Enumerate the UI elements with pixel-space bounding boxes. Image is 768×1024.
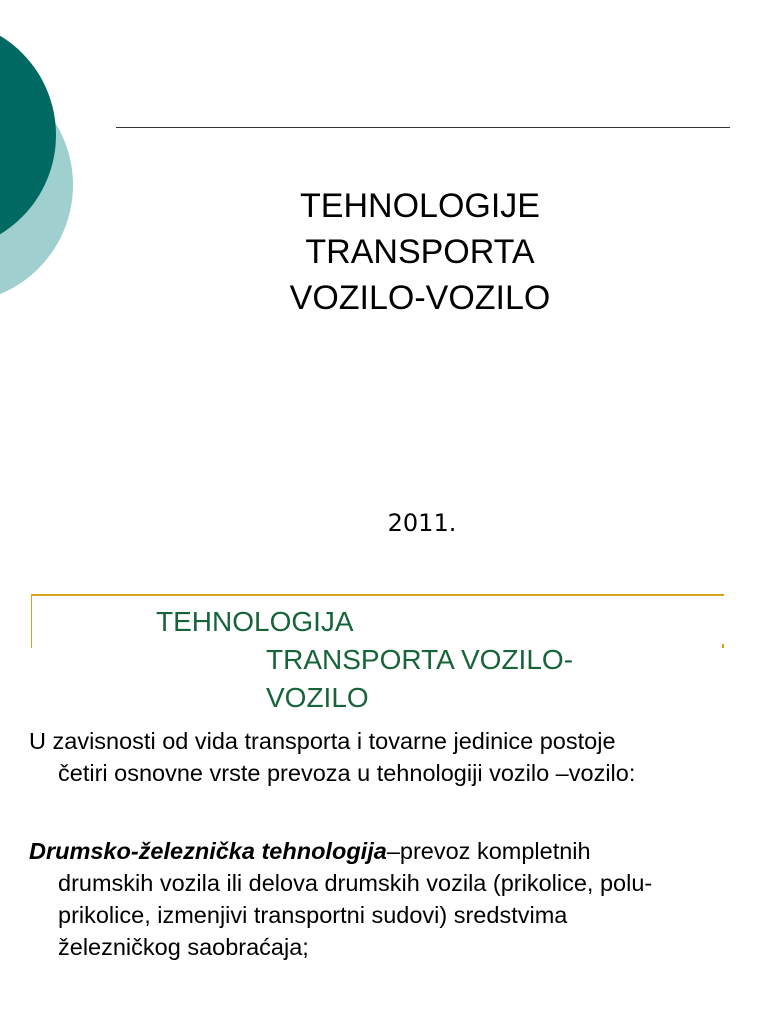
definition-line-1 (29, 835, 739, 867)
intro-line-1: U zavisnosti od vida transporta i tovarne jedinice postoje (29, 728, 616, 754)
definition-line-4: železničkog saobraćaja; (58, 934, 309, 960)
title-line-3: VOZILO-VOZILO (289, 279, 551, 317)
definition-first-line-rest: –prevoz kompletnih (386, 838, 591, 864)
decorative-circles (0, 0, 90, 320)
intro-line-2: četiri osnovne vrste prevoza u tehnologiji vozilo –vozilo: (58, 760, 636, 786)
title-line-2: TRANSPORTA (305, 233, 535, 271)
title-line-1: TEHNOLOGIJE (300, 187, 540, 225)
definition-line-3: prikolice, izmenjivi transportni sudovi) sredstvima (58, 902, 568, 928)
slide1-title (120, 183, 720, 321)
slide1-year: 2011. (387, 509, 457, 537)
slide2-heading-line-2: TRANSPORTA VOZILO- (266, 644, 574, 675)
slide2-title-frame (31, 594, 724, 648)
definition-paragraph (29, 835, 739, 963)
definition-term: Drumsko-železnička tehnologija (29, 838, 387, 864)
slide2-heading-line-3: VOZILO (266, 682, 369, 713)
slide2-frame-corner (722, 644, 724, 648)
title-divider-line (116, 127, 730, 128)
intro-paragraph (29, 725, 739, 789)
definition-line-2: drumskih vozila ili delova drumskih vozila (prikolice, polu- (58, 870, 653, 896)
slide2-heading-line-1: TEHNOLOGIJA (156, 606, 354, 637)
